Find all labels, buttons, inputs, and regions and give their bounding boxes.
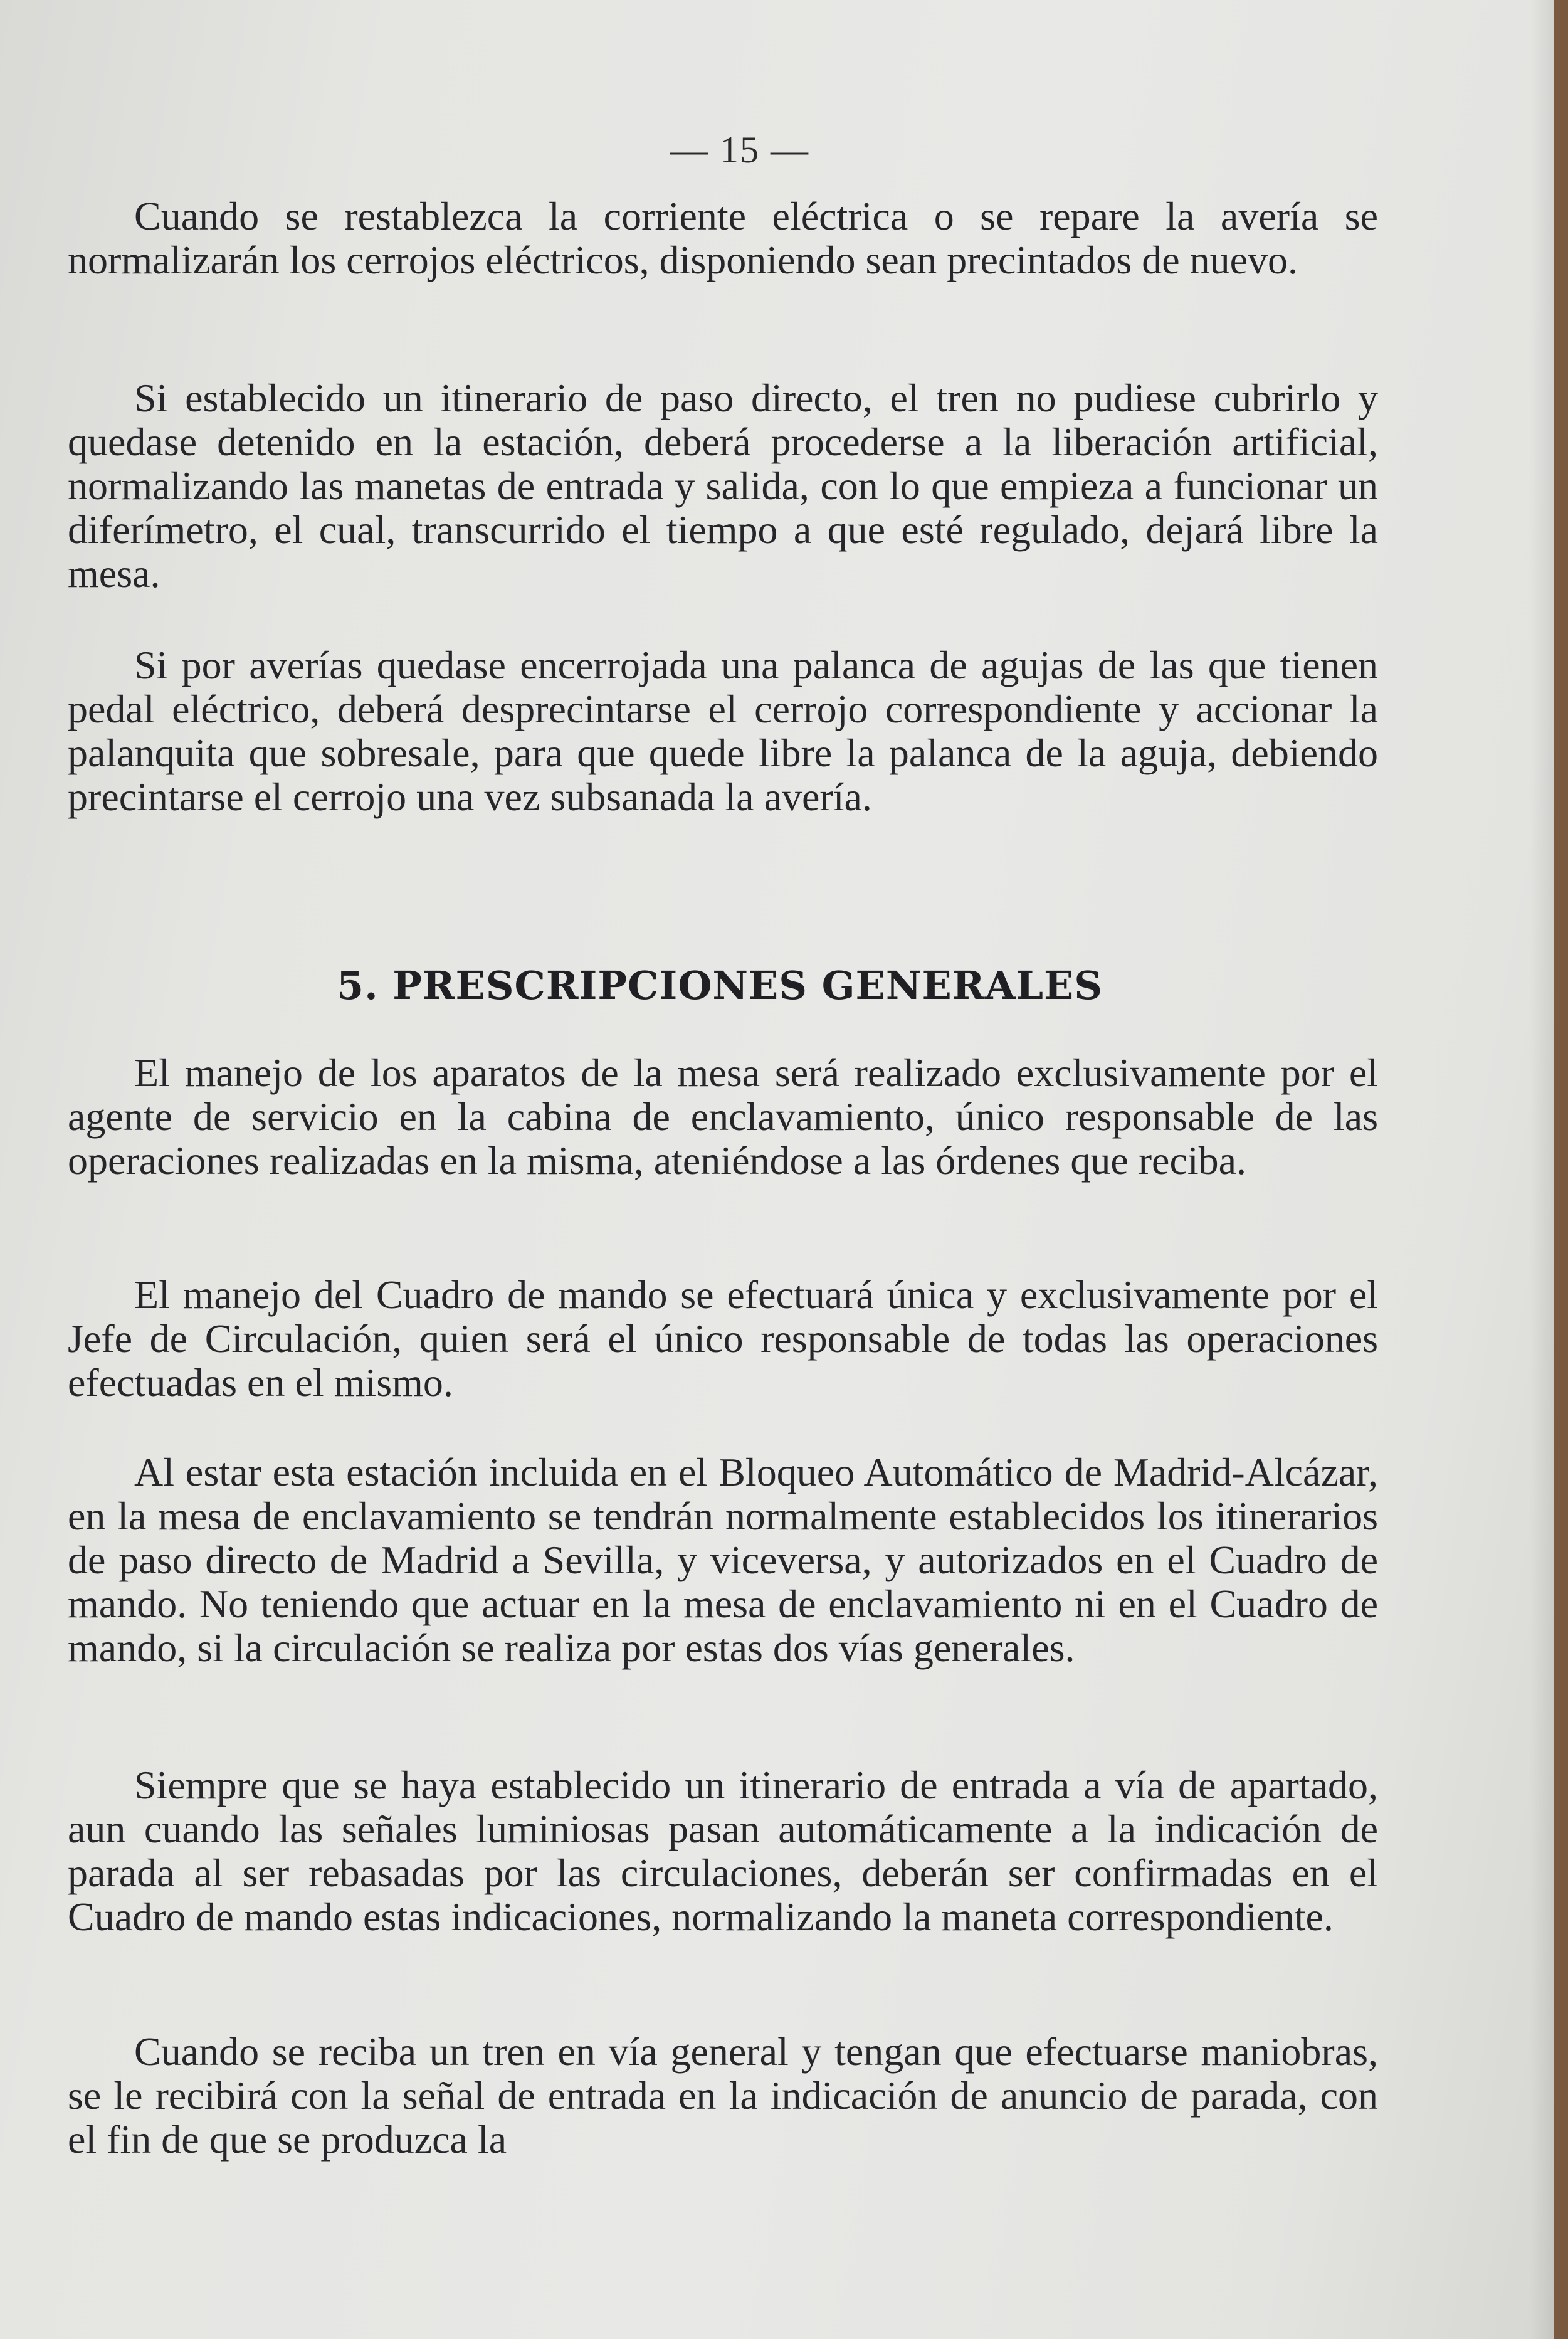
paragraph-train-reception: Cuando se reciba un tren en vía general y tengan que efectuarse maniobras, se le recibirá con la señal de entrada en la indicación de anuncio de parada, con el fin de que se produzca la — [68, 2029, 1378, 2162]
paragraph-power-restored: Cuando se restablezca la corriente eléctrica o se repare la avería se normalizarán los cerrojos eléctricos, disponiendo sean precintados de nuevo. — [68, 194, 1378, 282]
page-edge-shadow — [1530, 0, 1554, 2339]
paragraph-locked-lever: Si por averías quedase encerrojada una palanca de agujas de las que tienen pedal eléctrico, deberá desprecintarse el cerrojo correspondiente y accionar la palanquita que sobresale, para que quede libre la palanca de la aguja, debiendo precintarse el cerrojo una vez subsanada la avería. — [68, 643, 1378, 819]
paragraph-automatic-block: Al estar esta estación incluida en el Bloqueo Automático de Madrid-Alcázar, en la mesa de enclavamiento se tendrán normalmente establecidos los itinerarios de paso directo de Madrid a Sevilla, y viceversa, y autorizados en el Cuadro de mando. No teniendo que actuar en la mesa de enclavamiento ni en el Cuadro de mando, si la circulación se realiza por estas dos vías generales. — [68, 1450, 1378, 1670]
paragraph-table-operation: El manejo de los aparatos de la mesa será realizado exclusivamente por el agente de servicio en la cabina de enclavamiento, único responsable de las operaciones realizadas en la misma, ateniéndose a las órdenes que reciba. — [68, 1050, 1378, 1183]
page-number: — 15 — — [670, 129, 809, 171]
section-heading: 5. PRESCRIPCIONES GENERALES — [336, 963, 1103, 1008]
paragraph-control-panel: El manejo del Cuadro de mando se efectuará única y exclusivamente por el Jefe de Circulación, quien será el único responsable de todas las operaciones efectuadas en el mismo. — [68, 1272, 1378, 1405]
paragraph-siding-route: Siempre que se haya establecido un itinerario de entrada a vía de apartado, aun cuando las señales luminiosas pasan automáticamente a la indicación de parada al ser rebasadas por las circulaciones, deberán ser confirmadas en el Cuadro de mando estas indicaciones, normalizando la maneta correspondiente. — [68, 1763, 1378, 1939]
paragraph-artificial-release: Si establecido un itinerario de paso directo, el tren no pudiese cubrirlo y quedase detenido en la estación, deberá procederse a la liberación artificial, normalizando las manetas de entrada y salida, con lo que empieza a funcionar un diferímetro, el cual, transcurrido el tiempo a que esté regulado, dejará libre la mesa. — [68, 376, 1378, 596]
